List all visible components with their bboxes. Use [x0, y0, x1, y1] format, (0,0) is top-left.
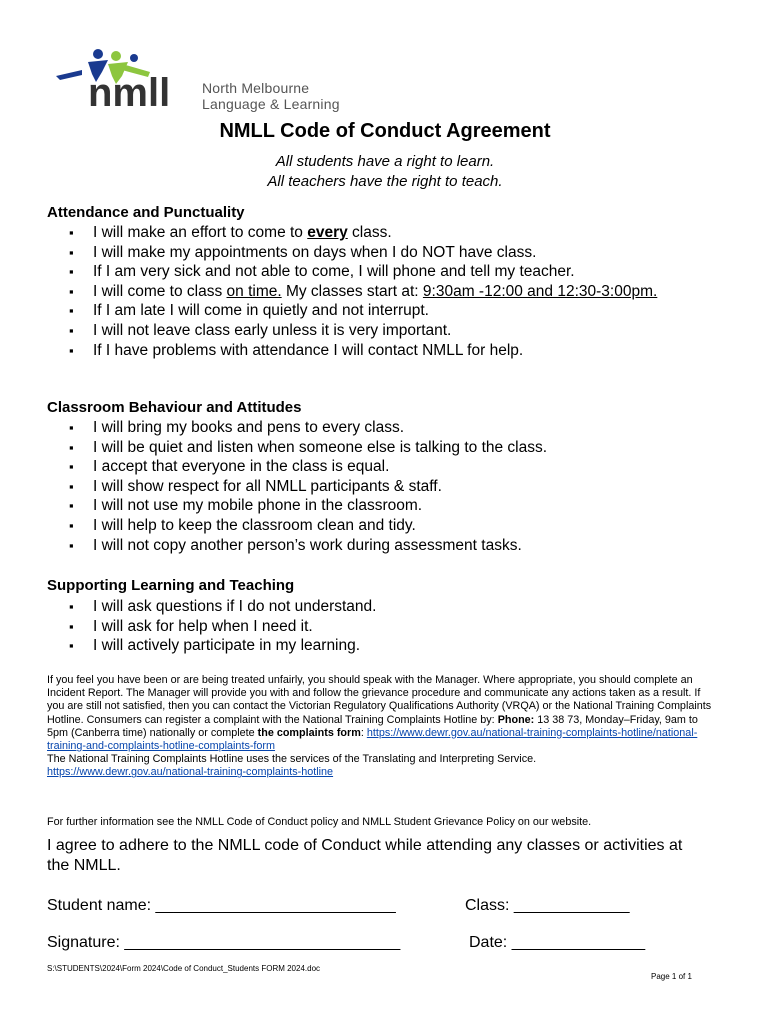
behaviour-item: ▪ I will bring my books and pens to every class. — [0, 418, 693, 438]
phone-text: 13 38 73, Monday–Friday, 9am to 5pm (Canberra time) nationally or complete — [47, 713, 698, 739]
behaviour-item: ▪ I will be quiet and listen when someone else is talking to the class. — [0, 438, 693, 458]
item-text: I will make an effort to come to — [93, 224, 308, 241]
item-text: If I am late I will come in quietly and not interrupt. — [93, 302, 429, 320]
attendance-item — [0, 262, 693, 282]
item-text: class. — [347, 224, 392, 241]
supporting-item: ▪ I will ask for help when I need it. — [0, 617, 693, 637]
emphasis-text: every — [307, 224, 348, 241]
page-number: Page 1 of 1 — [651, 972, 692, 981]
signature-field[interactable]: Signature: _______________________________ — [47, 934, 401, 951]
phone-label: Phone: — [497, 713, 535, 726]
logo-line-1: North Melbourne — [202, 80, 310, 96]
attendance-item — [0, 321, 693, 341]
date-field[interactable]: Date: _______________ — [469, 934, 646, 951]
attendance-item — [0, 341, 693, 361]
complaints-form-link[interactable]: https://www.dewr.gov.au/national-training-complaints-hotline/national-training-and-complaints-hotline-complaints-form — [47, 726, 698, 753]
attendance-item — [0, 243, 693, 263]
logo-text — [202, 80, 340, 112]
student-name-field[interactable]: Student name: ___________________________ — [47, 897, 396, 914]
supporting-heading: Supporting Learning and Teaching — [47, 577, 295, 594]
class-field[interactable]: Class: _____________ — [465, 897, 630, 914]
item-text: I will come to class — [93, 282, 227, 300]
supporting-list — [0, 597, 770, 656]
supporting-item: ▪ I will ask questions if I do not understand. — [0, 597, 693, 617]
motto — [0, 152, 770, 192]
behaviour-item: ▪ I will not copy another person’s work during assessment tasks. — [0, 536, 693, 556]
item-text: I will not leave class early unless it is very important. — [93, 321, 452, 339]
item-text: My classes start at: — [281, 282, 423, 300]
logo-line-2: Language & Learning — [202, 96, 340, 112]
svg-text:nmll: nmll — [88, 71, 171, 112]
page-title: NMLL Code of Conduct Agreement — [219, 120, 551, 142]
further-info: For further information see the NMLL Code of Conduct policy and NMLL Student Grievance Policy on our website. — [47, 816, 592, 828]
item-text: If I have problems with attendance I will contact NMLL for help. — [93, 341, 524, 359]
attendance-item — [0, 223, 693, 243]
behaviour-heading: Classroom Behaviour and Attitudes — [47, 399, 302, 416]
attendance-heading: Attendance and Punctuality — [47, 204, 245, 221]
grievance-paragraph — [47, 674, 717, 780]
form-separator: : — [360, 726, 367, 739]
item-text: If I am very sick and not able to come, I will phone and tell my teacher. — [93, 263, 575, 281]
item-text: I will make my appointments on days when I do NOT have class. — [93, 243, 537, 261]
attendance-item — [0, 282, 693, 302]
complaints-form-label: the complaints form — [257, 726, 361, 739]
footer-file-path: S:\STUDENTS\2024\Form 2024\Code of Conduct_Students FORM 2024.doc — [47, 964, 321, 973]
agreement-statement: I agree to adhere to the NMLL code of Conduct while attending any classes or activities at the NMLL. — [47, 837, 683, 874]
grievance-text: If you feel you have been or are being treated unfairly, you should speak with the Manager. Where appropriate, you should complete an Incident Report. The Manager will provide you with and follow the grievance procedure and communicate any actions taken as a result. If you are still not satisfied, then you can contact the Victorian Regulatory Qualifications Authority (VRQA) or the National Training Complaints Hotline. Consumers can register a complaint with the National Training Complaints Hotline by: — [47, 674, 712, 726]
tis-text: The National Training Complaints Hotline uses the services of the Translating and Interpreting Service. — [47, 753, 537, 766]
behaviour-item: ▪ I will not use my mobile phone in the classroom. — [0, 496, 693, 516]
behaviour-item: ▪ I accept that everyone in the class is equal. — [0, 457, 693, 477]
attendance-list — [0, 223, 770, 360]
motto-line-1: All students have a right to learn. — [275, 153, 495, 170]
motto-line-2: All teachers have the right to teach. — [267, 173, 503, 190]
hotline-link[interactable]: https://www.dewr.gov.au/national-training-complaints-hotline — [47, 766, 334, 779]
supporting-item: ▪ I will actively participate in my learning. — [0, 636, 693, 656]
emphasis-text: on time. — [226, 282, 282, 300]
behaviour-item: ▪ I will help to keep the classroom clean and tidy. — [0, 516, 693, 536]
behaviour-item: ▪ I will show respect for all NMLL participants & staff. — [0, 477, 693, 497]
attendance-item — [0, 301, 693, 321]
emphasis-text: 9:30am -12:00 and 12:30-3:00pm. — [422, 282, 658, 300]
behaviour-list — [0, 418, 770, 555]
